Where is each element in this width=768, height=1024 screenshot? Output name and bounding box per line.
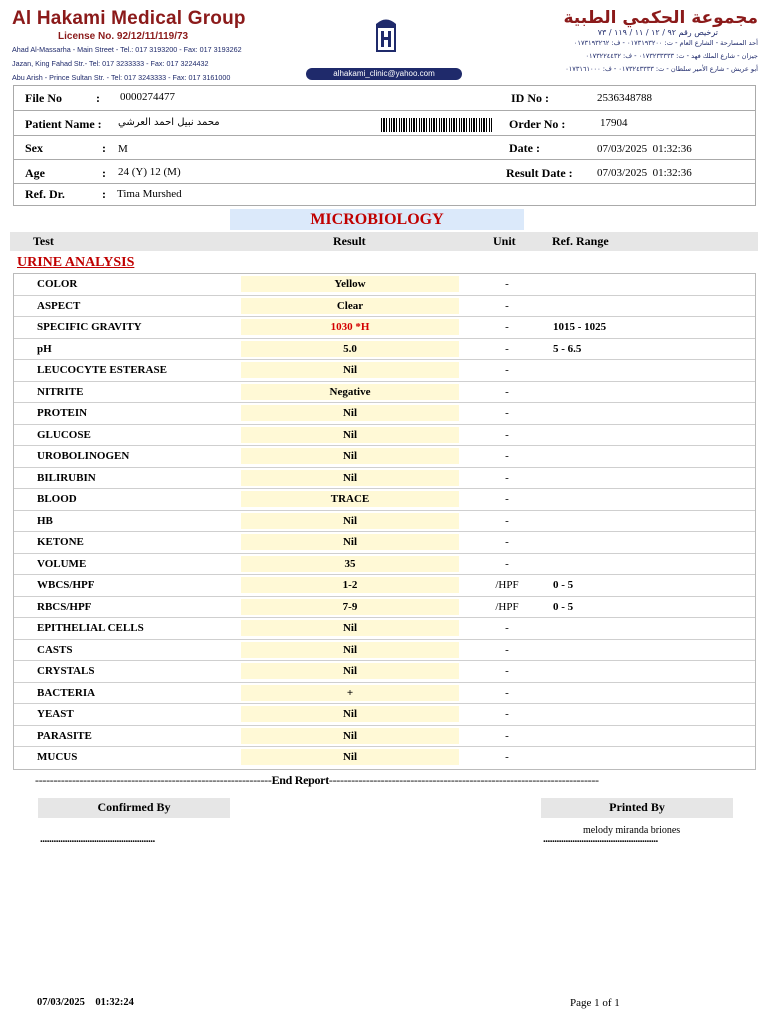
unit-value: - <box>505 557 509 570</box>
colon: : <box>102 166 106 180</box>
patient-name-label: Patient Name : <box>25 117 102 131</box>
test-name: EPITHELIAL CELLS <box>37 622 144 634</box>
address-line-arabic: أحد المسارحة - الشارع العام - ت: ٠١٧٣١٩٣٢٠٠ - ف: ٠١٧٣١٩٣٢٦٢ <box>573 39 758 47</box>
test-name: HB <box>37 514 53 527</box>
test-name: pH <box>37 342 52 355</box>
clinic-name: Al Hakami Medical Group <box>12 8 246 29</box>
table-row <box>14 597 755 619</box>
ref-dr-value: Tima Murshed <box>117 188 182 200</box>
unit-value: - <box>505 342 509 355</box>
end-report <box>35 773 599 788</box>
info-row-name <box>14 111 755 136</box>
test-name: BLOOD <box>37 493 77 505</box>
ref-range-value: 0 - 5 <box>553 579 574 591</box>
result-value: Nil <box>241 620 459 636</box>
result-value: Nil <box>241 427 459 443</box>
info-row-sex <box>14 136 755 160</box>
test-name: CRYSTALS <box>37 665 95 677</box>
test-name: CASTS <box>37 643 73 656</box>
test-name: GLUCOSE <box>37 428 91 441</box>
table-row <box>14 618 755 640</box>
unit-value: - <box>505 751 509 763</box>
end-report-dashes-right: ------------------------------------------------------------------------- <box>328 773 599 787</box>
test-name: BACTERIA <box>37 686 96 699</box>
test-name: SPECIFIC GRAVITY <box>37 321 142 333</box>
id-no-label: ID No : <box>511 91 549 105</box>
header-ref-range: Ref. Range <box>552 234 609 248</box>
unit-value: - <box>505 622 509 634</box>
table-row <box>14 468 755 490</box>
result-value: 35 <box>241 556 459 572</box>
patient-info <box>13 85 756 206</box>
license-number-arabic: ترخيص رقم ٩٢ / ١٢ / ١١ / ١١٩ / ٧٣ <box>597 28 718 37</box>
table-row <box>14 296 755 318</box>
test-name: VOLUME <box>37 557 87 570</box>
clinic-name-arabic: مجموعة الحكمي الطبية <box>563 8 758 28</box>
unit-value: - <box>505 643 509 656</box>
section-title: MICROBIOLOGY <box>230 209 524 230</box>
date-value: 07/03/2025 01:32:36 <box>597 143 692 155</box>
unit-value: - <box>505 450 509 462</box>
ref-dr-label: Ref. Dr. <box>25 187 65 201</box>
result-value: Nil <box>241 642 459 658</box>
unit-value: - <box>505 708 509 720</box>
unit-value: - <box>505 364 509 376</box>
result-value: Yellow <box>241 276 459 292</box>
result-value: + <box>241 685 459 701</box>
result-value: 1-2 <box>241 577 459 593</box>
license-number: License No. 92/12/11/119/73 <box>58 31 189 42</box>
table-row <box>14 317 755 339</box>
ref-range-value: 1015 - 1025 <box>553 321 607 333</box>
unit-value: - <box>505 665 509 677</box>
test-name: COLOR <box>37 278 78 290</box>
footer-timestamp: 07/03/2025 01:32:24 <box>37 997 134 1008</box>
colon: : <box>102 187 106 201</box>
id-no-value: 2536348788 <box>597 92 652 104</box>
table-row <box>14 425 755 447</box>
unit-value: - <box>505 514 509 527</box>
test-name: YEAST <box>37 708 74 720</box>
unit-value: - <box>505 729 509 742</box>
unit-value: - <box>505 686 509 699</box>
colon: : <box>96 91 100 105</box>
file-no-label: File No <box>25 91 62 105</box>
sex-value: M <box>118 143 128 155</box>
info-row-ref <box>14 184 755 206</box>
test-name: RBCS/HPF <box>37 600 92 613</box>
printed-by-header: Printed By <box>541 798 733 818</box>
result-value: Nil <box>241 405 459 421</box>
result-value: 7-9 <box>241 599 459 615</box>
unit-value: - <box>505 321 509 333</box>
test-name: BILIRUBIN <box>37 471 96 484</box>
test-name: KETONE <box>37 536 84 548</box>
info-row-age <box>14 160 755 184</box>
unit-value: /HPF <box>495 600 519 613</box>
unit-value: - <box>505 428 509 441</box>
table-row <box>14 554 755 576</box>
result-value: 1030 *H <box>241 319 459 335</box>
test-name: ASPECT <box>37 299 81 312</box>
result-value: Nil <box>241 470 459 486</box>
info-row-file <box>14 86 755 111</box>
result-date-label: Result Date : <box>506 166 573 180</box>
unit-value: - <box>505 493 509 505</box>
table-row <box>14 511 755 533</box>
letterhead-english <box>12 8 272 84</box>
address-line: Abu Arish - Prince Sultan Str. - Tel: 017 3243333 - Fax: 017 3161000 <box>12 73 231 82</box>
result-value: Negative <box>241 384 459 400</box>
test-name: UROBOLINOGEN <box>37 450 130 462</box>
unit-value: - <box>505 299 509 312</box>
unit-value: - <box>505 278 509 290</box>
footer-page-number: Page 1 of 1 <box>570 997 620 1009</box>
result-value: Nil <box>241 706 459 722</box>
printed-by-signature-line: ................................................... <box>543 833 658 845</box>
barcode <box>381 118 493 132</box>
test-name: PROTEIN <box>37 407 88 419</box>
order-no-value: 17904 <box>600 117 628 129</box>
address-line-arabic: أبو عريش - شارع الأمير سلطان - ت: ٠١٧٣٢٤٣٣٣٣ - ف: ٠١٧٣١٦١٠٠٠ <box>565 65 758 73</box>
result-value: Clear <box>241 298 459 314</box>
table-row <box>14 339 755 361</box>
result-value: Nil <box>241 513 459 529</box>
ref-range-value: 0 - 5 <box>553 600 574 613</box>
unit-value: /HPF <box>495 579 519 591</box>
group-title: URINE ANALYSIS <box>17 255 135 270</box>
table-row <box>14 489 755 511</box>
table-header <box>10 232 758 251</box>
letterhead <box>12 8 758 84</box>
test-name: LEUCOCYTE ESTERASE <box>37 364 167 376</box>
table-row <box>14 747 755 769</box>
result-value: Nil <box>241 749 459 765</box>
confirmed-by-signature-line: ................................................... <box>40 833 155 845</box>
file-no-value: 0000274477 <box>120 91 175 103</box>
test-name: PARASITE <box>37 729 92 742</box>
address-line: Ahad Al-Massarha - Main Street - Tel.: 017 3193200 - Fax: 017 3193262 <box>12 45 242 54</box>
header-result: Result <box>333 234 366 248</box>
letterhead-arabic <box>493 8 758 76</box>
ref-range-value: 5 - 6.5 <box>553 342 582 355</box>
result-date-value: 07/03/2025 01:32:36 <box>597 167 692 179</box>
result-value: Nil <box>241 728 459 744</box>
test-name: MUCUS <box>37 751 78 763</box>
test-name: WBCS/HPF <box>37 579 95 591</box>
result-value: 5.0 <box>241 341 459 357</box>
result-value: Nil <box>241 362 459 378</box>
result-value: Nil <box>241 534 459 550</box>
printed-by-name: melody miranda briones <box>583 825 681 836</box>
order-no-label: Order No : <box>509 117 566 131</box>
table-row <box>14 274 755 296</box>
result-value: Nil <box>241 448 459 464</box>
table-row <box>14 382 755 404</box>
address-line-arabic: جيزان - شارع الملك فهد - ت: ٠١٧٣٢٣٣٣٣٣ - ف: ٠١٧٣٢٢٤٤٣٢ <box>585 52 758 60</box>
unit-value: - <box>505 471 509 484</box>
sex-label: Sex <box>25 141 43 155</box>
unit-value: - <box>505 407 509 419</box>
age-value: 24 (Y) 12 (M) <box>118 166 181 178</box>
table-row <box>14 683 755 705</box>
clinic-logo-icon <box>356 12 416 64</box>
end-report-label: End Report <box>271 773 329 787</box>
header-test: Test <box>33 234 54 248</box>
date-label: Date : <box>509 141 540 155</box>
table-row <box>14 532 755 554</box>
colon: : <box>102 141 106 155</box>
table-row <box>14 704 755 726</box>
end-report-dashes-left: ---------------------------------------------------------------- <box>35 773 272 787</box>
table-row <box>14 726 755 748</box>
result-value: Nil <box>241 663 459 679</box>
unit-value: - <box>505 536 509 548</box>
patient-name-value: محمد نبيل احمد العرشي <box>118 117 220 128</box>
results-table <box>13 273 756 770</box>
header-unit: Unit <box>493 234 516 248</box>
age-label: Age <box>25 166 45 180</box>
table-row <box>14 661 755 683</box>
table-row <box>14 403 755 425</box>
unit-value: - <box>505 385 509 398</box>
address-line: Jazan, King Fahad Str.- Tel: 017 3233333 - Fax: 017 3224432 <box>12 59 209 68</box>
table-row <box>14 640 755 662</box>
table-row <box>14 446 755 468</box>
test-name: NITRITE <box>37 385 84 398</box>
clinic-email: alhakami_clinic@yahoo.com <box>306 68 462 80</box>
table-row <box>14 575 755 597</box>
result-value: TRACE <box>241 491 459 507</box>
confirmed-by-header: Confirmed By <box>38 798 230 818</box>
table-row <box>14 360 755 382</box>
